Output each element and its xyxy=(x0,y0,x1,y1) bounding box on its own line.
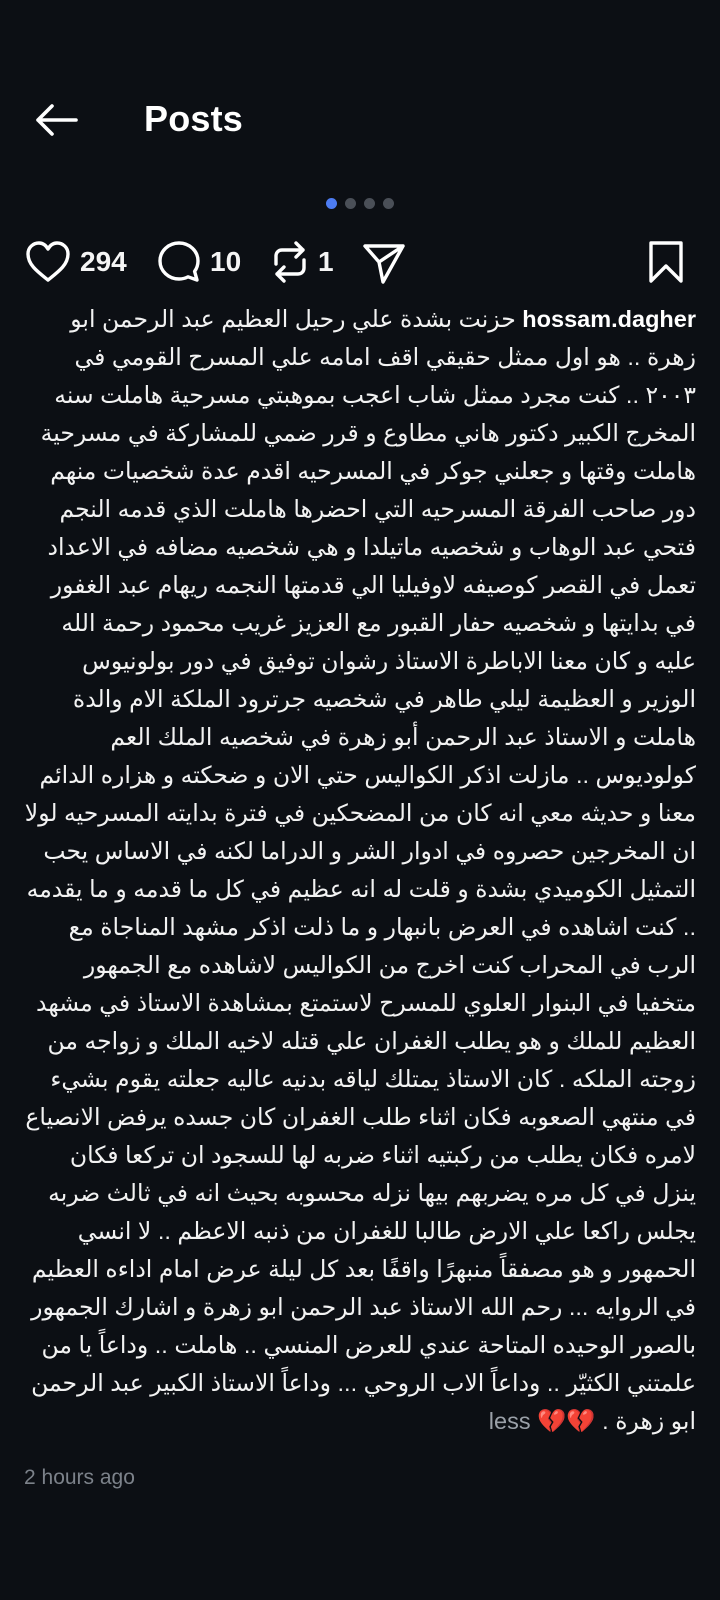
like-count: 294 xyxy=(80,246,127,277)
bookmark-icon xyxy=(646,239,686,285)
comment-button[interactable] xyxy=(156,232,241,292)
back-button[interactable] xyxy=(28,96,84,144)
top-app-bar xyxy=(0,84,720,156)
send-icon xyxy=(360,238,408,286)
comment-bubble-icon xyxy=(156,239,202,285)
carousel-dot-3 xyxy=(364,198,375,209)
share-button[interactable] xyxy=(360,232,408,292)
comment-count: 10 xyxy=(210,246,242,277)
caption-text: حزنت بشدة علي رحيل العظيم عبد الرحمن ابو زهرة .. هو اول ممثل حقيقي اقف امامه علي المسرح القومي في ٢٠٠٣ .. كنت مجرد ممثل شاب اعجب بموهبتي مسرحية هاملت سنه المخرج الكبير دكتور هاني مطاوع و قرر ضمي للمشاركة في مسرحية هاملت وقتها و جعلني جوكر في المسرحيه اقدم عدة شخصيات منهم دور صاحب الفرقة المسرحيه التي احضرها هاملت الذي قدمه النجم فتحي عبد الوهاب و شخصيه ماتيلدا و هي شخصيه مضافه في الاعداد تعمل في القصر كوصيفه لاوفيليا الي قدمتها النجمه ريهام عبد الغفور في بدايتها و شخصيه حفار القبور مع العزيز غريب محمود رحمة الله عليه و كان معنا الاباطرة الاستاذ رشوان توفيق في دور بولونيوس الوزير و العظيمة ليلي طاهر في شخصيه جرترود الملكة الام والدة هاملت و الاستاذ عبد الرحمن أبو زهرة في شخصيه الملك العم كولوديوس .. مازلت اذكر الكواليس حتي الان و ضحكته و هزاره الدائم معنا و حديثه معي انه كان من المضحكين في فترة بدايته المسرحيه لولا ان المخرجين حصروه في ادوار الشر و الدراما لكنه في الاساس يحب التمثيل الكوميدي بشدة و قلت له انه عظيم في كل ما قدمه و ما يقدمه .. كنت اشاهده في العرض بانبهار و ما ذلت اذكر مشهد المناجاة مع الرب في المحراب كنت اخرج من الكواليس لاشاهده مع الجمهور متخفيا في البنوار العلوي للمسرح لاستمتع بمشاهدة الاستاذ في مشهد العظيم للملك و هو يطلب الغفران علي قتله لاخيه الملك و زواجه من زوجته الملكه . كان الاستاذ يمتلك لياقه بدنيه عاليه جعلته يقوم بشيء في منتهي الصعوبه فكان اثناء طلب الغفران كان جسده يرفض الانصياع لامره فكان يطلب من ركبتيه اثناء ضربه لها للسجود ان تركعا فكان ينزل في كل مره يضربهم بيها نزله محسوبه بحيث انه في ثالث ضربه يجلس راكعا علي الارض طالبا للغفران من ذنبه الاعظم .. لا انسي الحمهور و هو مصفقاً منبهرًا واقفًا بعد كل ليلة عرض امام اداءه العظيم في الروايه ... رحم الله الاستاذ عبد الرحمن ابو زهرة و اشارك الجمهور بالصور الوحيده المتاحة عندي للعرض المنسي .. هاملت .. وداعاً يا من علمتني الكثيّر .. وداعاً الاب الروحي ... وداعاً الاستاذ الكبير عبد الرحمن ابو زهرة . 💔💔 xyxy=(24,306,696,1434)
carousel-dot-4 xyxy=(383,198,394,209)
carousel-dot-2 xyxy=(345,198,356,209)
save-button[interactable] xyxy=(646,232,686,292)
carousel-indicator xyxy=(0,198,720,209)
author-username[interactable]: hossam.dagher xyxy=(522,306,696,332)
repost-button[interactable] xyxy=(270,232,334,292)
repost-count: 1 xyxy=(318,246,334,277)
repost-icon xyxy=(270,240,310,284)
arrow-left-icon xyxy=(32,102,80,138)
show-less-link[interactable]: less xyxy=(488,1408,531,1434)
page-title: Posts xyxy=(144,98,244,139)
post-timestamp: 2 hours ago xyxy=(24,1466,135,1489)
carousel-dot-1 xyxy=(326,198,337,209)
post-caption xyxy=(24,300,696,1485)
post-action-bar xyxy=(0,232,720,292)
like-button[interactable] xyxy=(24,232,127,292)
heart-icon xyxy=(24,240,72,284)
